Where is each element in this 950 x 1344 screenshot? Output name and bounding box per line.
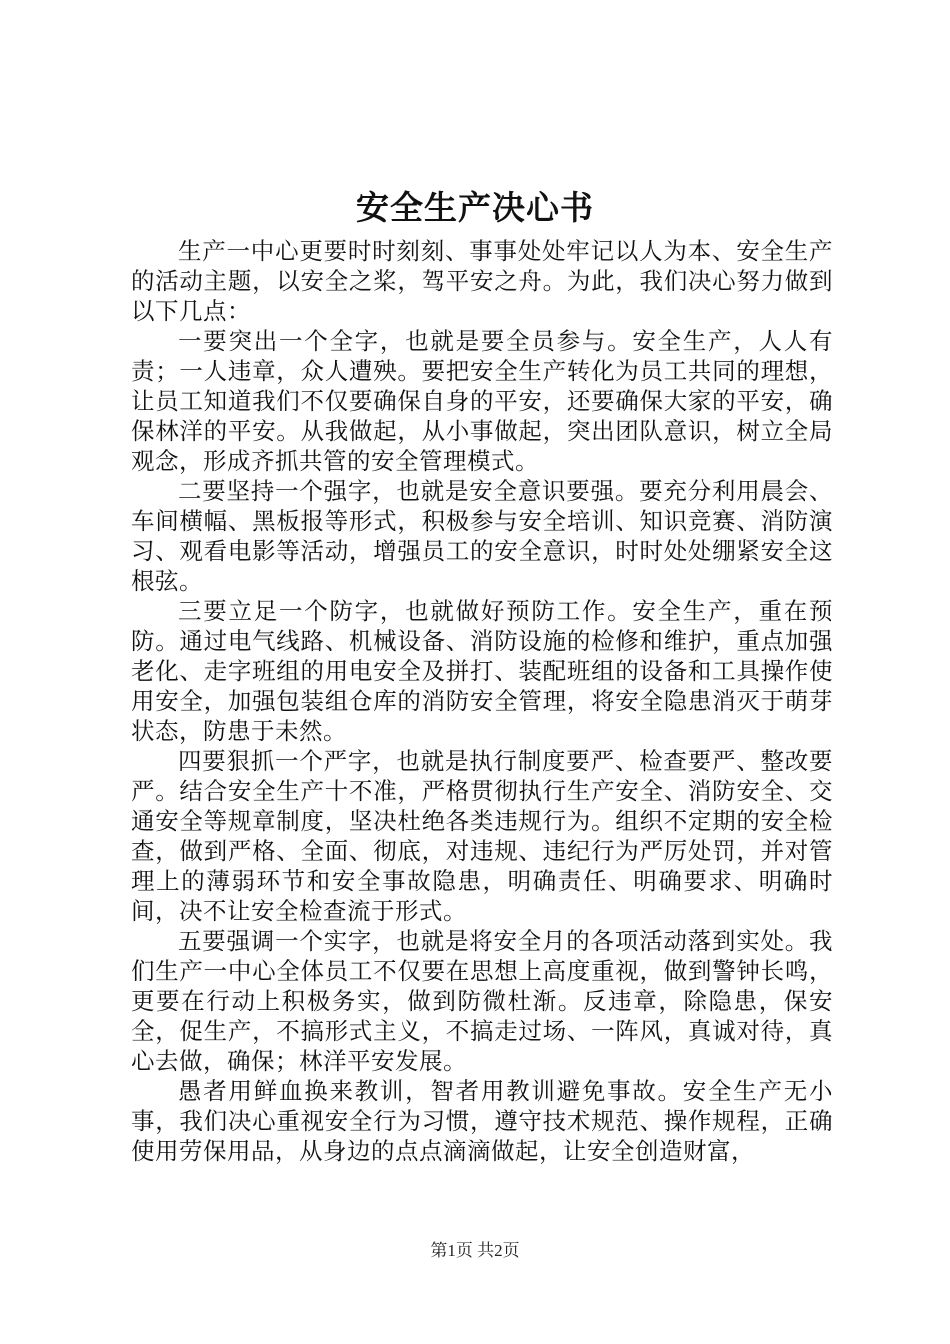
paragraph-point-5: 五要强调一个实字，也就是将安全月的各项活动落到实处。我们生产一中心全体员工不仅要在思想上高度重视，做到警钟长鸣，更要在行动上积极务实，做到防微杜渐。反违章，除隐患，保安全，促生产，不搞形式主义，不搞走过场、一阵风，真诚对待，真心去做，确保；林洋平安发展。 [131,927,833,1075]
paragraph-point-1: 一要突出一个全字，也就是要全员参与。安全生产，人人有责；一人违章，众人遭殃。要把安全生产转化为员工共同的理想，让员工知道我们不仅要确保自身的平安，还要确保大家的平安，确保林洋的平安。从我做起，从小事做起，突出团队意识，树立全局观念，形成齐抓共管的安全管理模式。 [131,327,833,475]
paragraph-intro: 生产一中心更要时时刻刻、事事处处牢记以人为本、安全生产的活动主题，以安全之桨，驾平安之舟。为此，我们决心努力做到以下几点： [131,237,833,325]
paragraph-closing: 愚者用鲜血换来教训，智者用教训避免事故。安全生产无小事，我们决心重视安全行为习惯，遵守技术规范、操作规程，正确使用劳保用品，从身边的点点滴滴做起，让安全创造财富， [131,1077,833,1165]
document-title: 安全生产决心书 [356,188,594,227]
paragraph-point-3: 三要立足一个防字，也就做好预防工作。安全生产，重在预防。通过电气线路、机械设备、消防设施的检修和维护，重点加强老化、走字班组的用电安全及拼打、装配班组的设备和工具操作使用安全，加强包装组仓库的消防安全管理，将安全隐患消灭于萌芽状态，防患于未然。 [131,597,833,745]
paragraph-point-4: 四要狠抓一个严字，也就是执行制度要严、检查要严、整改要严。结合安全生产十不准，严格贯彻执行生产安全、消防安全、交通安全等规章制度，坚决杜绝各类违规行为。组织不定期的安全检查，做到严格、全面、彻底，对违规、违纪行为严厉处罚，并对管理上的薄弱环节和安全事故隐患，明确责任、明确要求、明确时间，决不让安全检查流于形式。 [131,747,833,925]
document-body [131,236,833,1166]
page-number-footer: 第1页 共2页 [430,1241,520,1260]
paragraph-point-2: 二要坚持一个强字，也就是安全意识要强。要充分利用晨会、车间横幅、黑板报等形式，积极参与安全培训、知识竞赛、消防演习、观看电影等活动，增强员工的安全意识，时时处处绷紧安全这根弦。 [131,477,833,595]
